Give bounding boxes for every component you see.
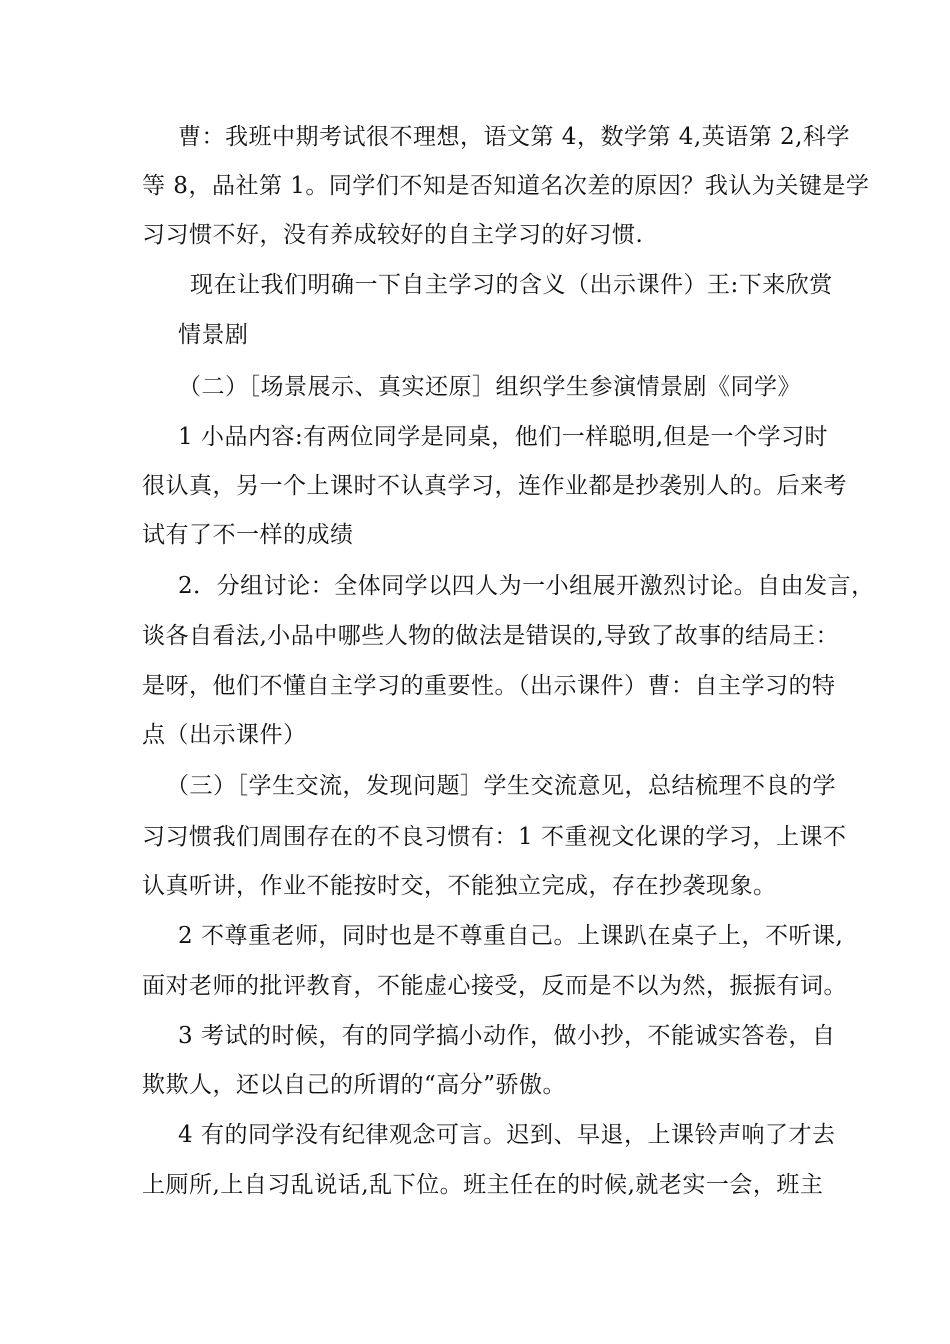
text-line: 是呀，他们不懂自主学习的重要性。（出示课件）曹：自主学习的特 (142, 673, 836, 699)
text-line: 习习惯不好，没有养成较好的自主学习的好习惯. (142, 222, 644, 248)
text-line: 谈各自看法,小品中哪些人物的做法是错误的,导致了故事的结局王： (142, 623, 840, 649)
text-line: 点（出示课件） (142, 722, 307, 748)
text-line: 2 不尊重老师，同时也是不尊重自己。上课趴在桌子上，不听课, (178, 923, 844, 949)
text-line: 等 8，品社第 1。同学们不知是否知道名次差的原因？我认为关键是学 (142, 173, 870, 199)
text-line: 3 考试的时候，有的同学搞小动作，做小抄，不能诚实答卷，自 (178, 1023, 836, 1049)
text-line: 欺欺人，还以自己的所谓的“高分”骄傲。 (142, 1072, 567, 1098)
text-line: 现在让我们明确一下自主学习的含义（出示课件）王:下来欣赏 (190, 272, 833, 298)
text-line: 情景剧 (178, 322, 249, 348)
text-line: 很认真，另一个上课时不认真学习，连作业都是抄袭别人的。后来考 (142, 473, 847, 499)
text-line: 习习惯我们周围存在的不良习惯有：1 不重视文化课的学习，上课不 (142, 824, 847, 850)
text-line: 4 有的同学没有纪律观念可言。迟到、早退，上课铃声响了才去 (178, 1122, 836, 1148)
section-heading: （二）［场景展示、真实还原］组织学生参演情景剧《同学》 (178, 374, 801, 400)
text-line: 曹：我班中期考试很不理想，语文第 4，数学第 4,英语第 2,科学 (178, 124, 850, 150)
text-line: 认真听讲，作业不能按时交，不能独立完成，存在抄袭现象。 (142, 873, 777, 899)
text-line: 试有了不一样的成绩 (142, 522, 354, 548)
text-line: 1 小品内容:有两位同学是同桌，他们一样聪明,但是一个学习时 (178, 424, 829, 450)
text-line: 上厕所,上自习乱说话,乱下位。班主任在的时候,就老实一会，班主 (142, 1172, 824, 1198)
section-heading: （三）［学生交流，发现问题］学生交流意见，总结梳理不良的学 (166, 773, 836, 799)
text-line: 面对老师的批评教育，不能虚心接受，反而是不以为然，振振有词。 (142, 973, 847, 999)
text-line: 2．分组讨论：全体同学以四人为一小组展开激烈讨论。自由发言， (178, 573, 875, 599)
